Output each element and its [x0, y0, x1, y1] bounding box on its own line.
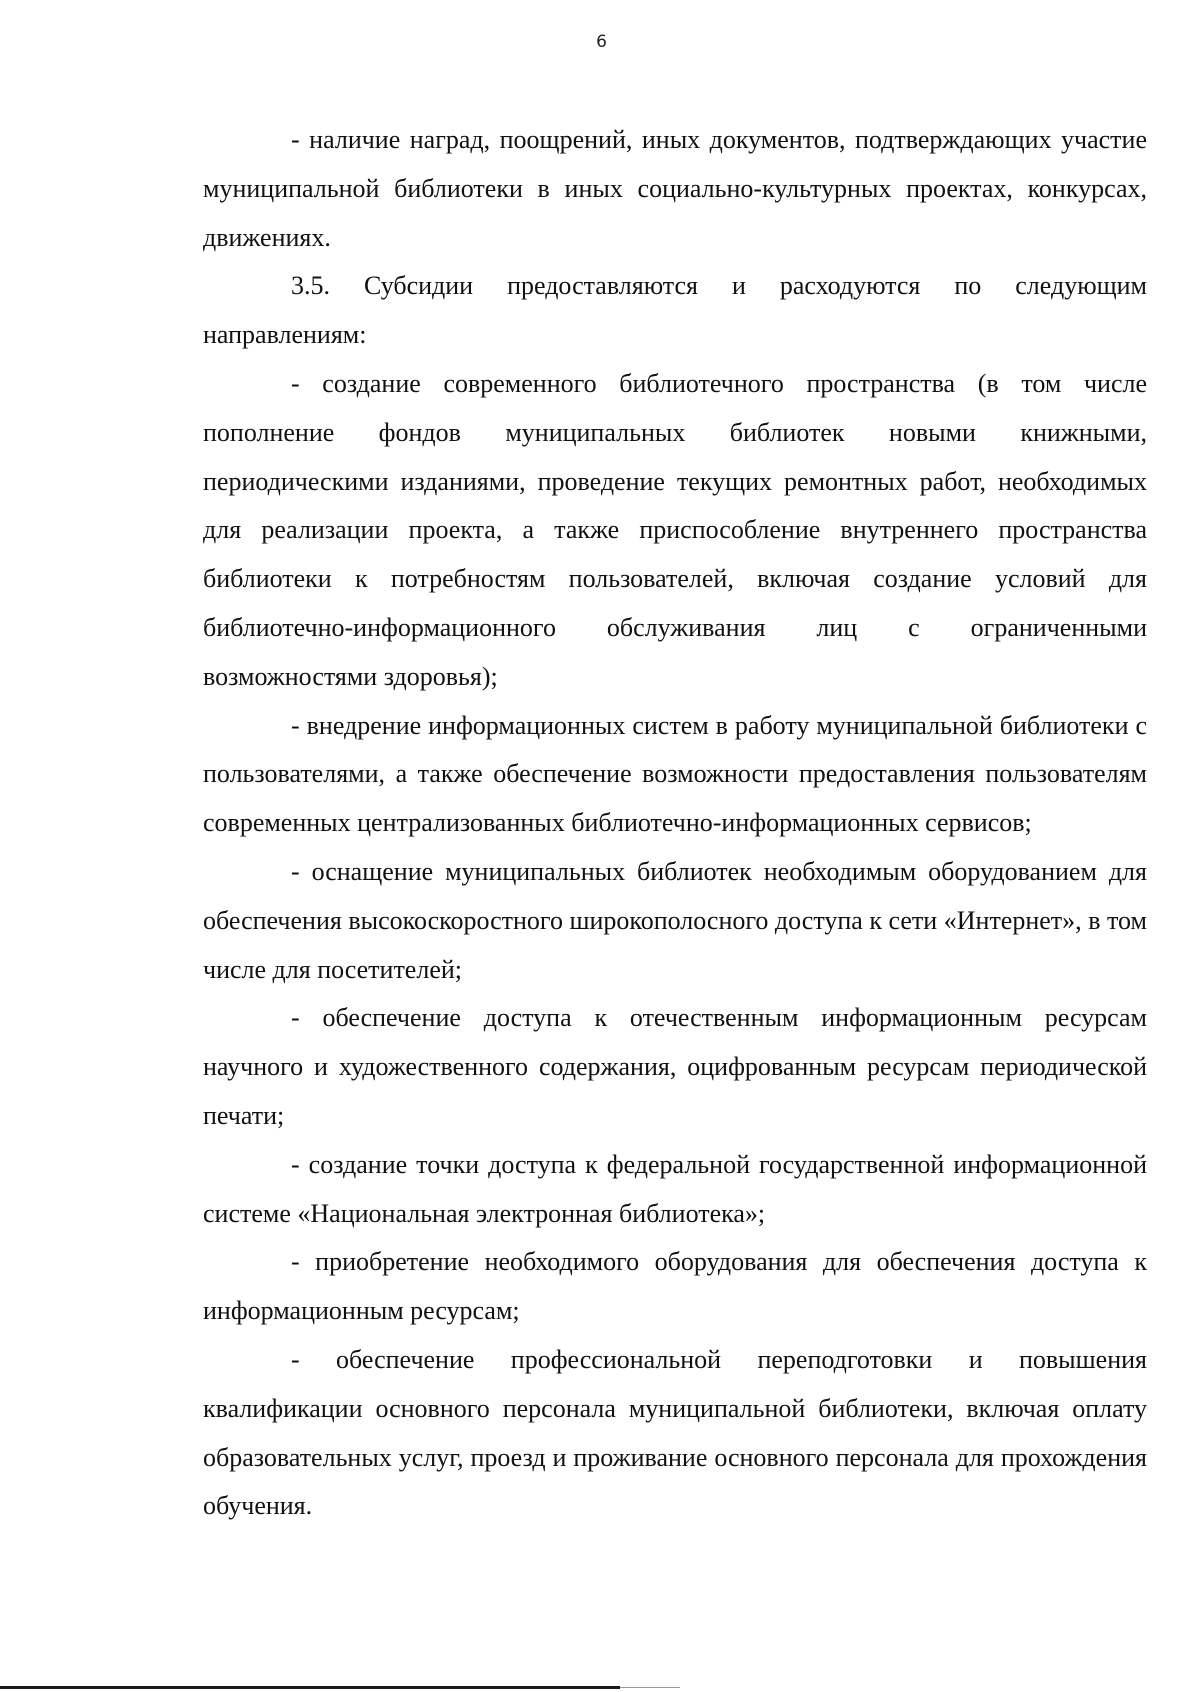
paragraph-information-systems: - внедрение информационных систем в работу муниципальной библиотеки с пользователями, а также обеспечение возможности предоставления пользователям современных централизованных библиотечно-информационных сервисов; — [203, 710, 1147, 838]
paragraph-national-library-access: - создание точки доступа к федеральной государственной информационной системе «Национальная электронная библиотека»; — [203, 1149, 1147, 1228]
paragraph-staff-training: - обеспечение профессиональной переподготовки и повышения квалификации основного персонала муниципальной библиотеки, включая оплату образовательных услуг, проезд и проживание основного персонала для прохождения обучения. — [203, 1344, 1147, 1521]
scan-bottom-edge-line — [0, 1686, 620, 1689]
paragraph-equipment-purchase: - приобретение необходимого оборудования для обеспечения доступа к информационным ресурсам; — [203, 1247, 1147, 1326]
document-body — [203, 116, 1147, 1531]
paragraph-information-resources: - обеспечение доступа к отечественным информационным ресурсам научного и художественного содержания, оцифрованным ресурсам периодической печати; — [203, 1003, 1147, 1130]
paragraph-internet-equipment: - оснащение муниципальных библиотек необходимым оборудованием для обеспечения высокоскоростного широкополосного доступа к сети «Интернет», в том числе для посетителей; — [203, 856, 1147, 984]
page-number: 6 — [596, 32, 607, 52]
scan-bottom-edge-line-faint — [620, 1687, 680, 1688]
paragraph-library-space: - создание современного библиотечного пространства (в том числе пополнение фондов муниципальных библиотек новыми книжными, периодическими изданиями, проведение текущих ремонтных работ, необходимых для реализации проекта, а также приспособление внутреннего пространства библиотеки к потребностям пользователей, включая создание условий для библиотечно-информационного обслуживания лиц с ограниченными возможностями здоровья); — [203, 368, 1147, 691]
paragraph-section-3-5: 3.5. Субсидии предоставляются и расходуются по следующим направлениям: — [203, 271, 1147, 350]
paragraph-awards: - наличие наград, поощрений, иных документов, подтверждающих участие муниципальной библиотеки в иных социально-культурных проектах, конкурсах, движениях. — [203, 125, 1147, 252]
